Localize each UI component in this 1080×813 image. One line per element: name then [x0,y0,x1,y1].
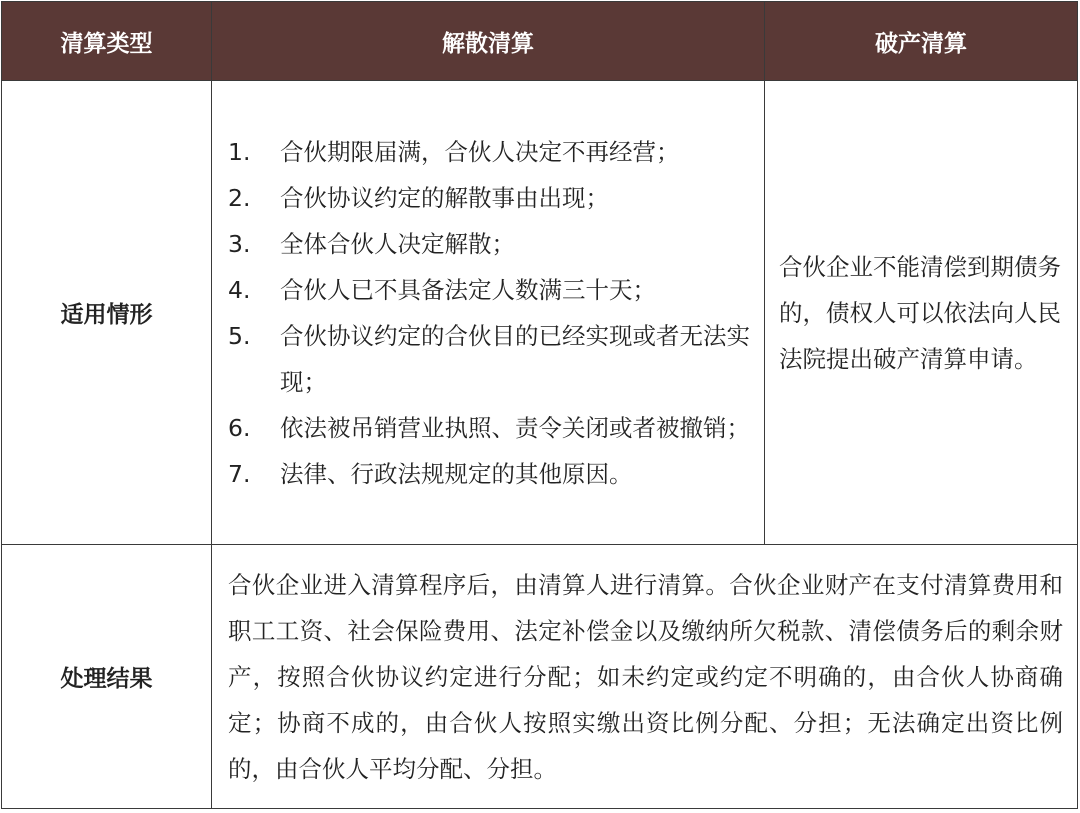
list-item-text: 合伙期限届满，合伙人决定不再经营； [280,137,680,166]
table-row-applicable-situations [2,81,1078,545]
list-item-number: 7. [228,459,251,488]
row-label-applicable: 适用情形 [2,81,212,545]
list-item-number: 1. [228,137,251,166]
list-item [228,221,750,267]
list-item [228,267,750,313]
list-item-text: 法律、行政法规规定的其他原因。 [280,459,633,488]
processing-result-text: 合伙企业进入清算程序后，由清算人进行清算。合伙企业财产在支付清算费用和职工工资、社会保险费用、法定补偿金以及缴纳所欠税款、清偿债务后的剩余财产，按照合伙协议约定进行分配；如未约定或约定不明确的，由合伙人协商确定；协商不成的，由合伙人按照实缴出资比例分配、分担；无法确定出资比例的，由合伙人平均分配、分担。 [212,545,1078,809]
table-header-row [2,2,1078,81]
header-dissolution-liquidation: 解散清算 [212,2,765,81]
list-item-text: 依法被吊销营业执照、责令关闭或者被撤销； [280,413,750,442]
list-item-text: 合伙协议约定的合伙目的已经实现或者无法实现； [280,321,750,396]
bankruptcy-situation-text: 合伙企业不能清偿到期债务的，债权人可以依法向人民法院提出破产清算申请。 [765,81,1078,545]
list-item-text: 合伙协议约定的解散事由出现； [280,183,609,212]
list-item-number: 2. [228,183,251,212]
list-item-number: 4. [228,275,251,304]
header-bankruptcy-liquidation: 破产清算 [765,2,1078,81]
dissolution-situations-list [228,129,750,497]
row-label-result: 处理结果 [2,545,212,809]
liquidation-comparison-table [1,1,1078,809]
list-item-number: 5. [228,321,251,350]
list-item [228,313,750,405]
list-item [228,175,750,221]
list-item-text: 合伙人已不具备法定人数满三十天； [280,275,656,304]
list-item [228,405,750,451]
list-item [228,451,750,497]
dissolution-situations-cell [212,81,765,545]
header-liquidation-type: 清算类型 [2,2,212,81]
list-item-number: 6. [228,413,251,442]
list-item-number: 3. [228,229,251,258]
table-row-processing-result [2,545,1078,809]
list-item-text: 全体合伙人决定解散； [280,229,515,258]
list-item [228,129,750,175]
